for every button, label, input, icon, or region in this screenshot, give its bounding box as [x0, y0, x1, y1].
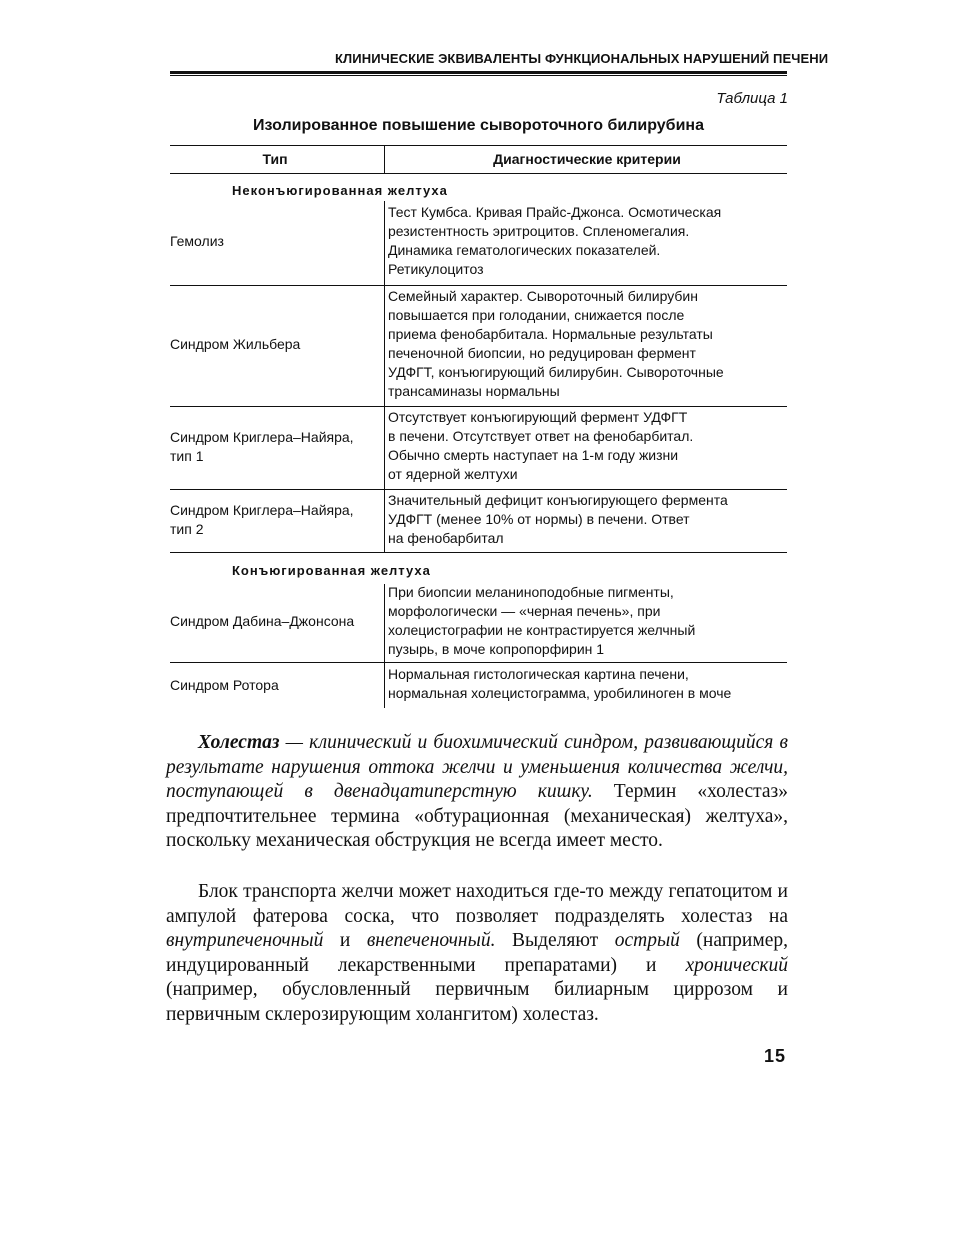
- criteria-line: повышается при голодании, снижается после: [388, 307, 685, 323]
- term-cholestasis: Холестаз: [198, 732, 280, 753]
- table-title: Изолированное повышение сывороточного билирубина: [253, 117, 704, 134]
- row-criteria: [388, 203, 786, 279]
- type-line: Синдром Криглера–Найяра,: [170, 502, 354, 518]
- criteria-line: в печени. Отсутствует ответ на фенобарбитал.: [388, 428, 694, 444]
- group-header-conjugated: Конъюгированная желтуха: [232, 563, 431, 578]
- emphasis-extrahepatic: внепеченочный.: [366, 930, 496, 951]
- table-label: Таблица 1: [716, 90, 788, 107]
- emphasis-chronic: хронический: [685, 954, 788, 976]
- table-top-rule: [170, 145, 787, 146]
- row-rule: [170, 285, 787, 286]
- criteria-line: Семейный характер. Сывороточный билирубин: [388, 288, 698, 304]
- criteria-line: от ядерной желтухи: [388, 466, 518, 482]
- row-type: Синдром Жильбера: [170, 336, 301, 352]
- criteria-line: Ретикулоцитоз: [388, 261, 484, 277]
- emphasis-acute: острый: [614, 930, 680, 951]
- criteria-line: печеночной биопсии, но редуцирован фермент: [388, 345, 696, 361]
- column-header-type: Тип: [262, 151, 288, 167]
- page-number: 15: [763, 1046, 786, 1066]
- criteria-line: Значительный дефицит конъюгирующего фермента: [388, 492, 728, 508]
- row-criteria: [388, 287, 786, 401]
- criteria-line: УДФГТ (менее 10% от нормы) в печени. Ответ: [388, 511, 690, 527]
- type-line: Синдром Криглера–Найяра,: [170, 429, 354, 445]
- row-criteria: [388, 408, 786, 484]
- paragraph-text: Блок транспорта желчи может находиться где-то между гепатоцитом и ампулой фатерова соска, что позволяет подразделять холестаз на: [166, 881, 788, 927]
- row-type: [170, 428, 380, 466]
- criteria-line: нормальная холецистограмма, уробилиноген в моче: [388, 685, 732, 701]
- row-criteria: [388, 491, 786, 548]
- row-type: Синдром Ротора: [170, 677, 279, 693]
- paragraph-text: Термин «холестаз» предпочтительнее термина «обтурационная (механическая) желтуха», поскольку механическая обструкция не всегда имеет место.: [166, 781, 789, 851]
- criteria-line: пузырь, в моче копропорфирин 1: [388, 641, 605, 657]
- emphasis-intrahepatic: внутрипеченочный: [166, 930, 324, 951]
- column-divider: [384, 201, 385, 552]
- type-line: тип 1: [170, 448, 204, 464]
- column-header-criteria: Диагностические критерии: [493, 151, 681, 167]
- row-type: [170, 501, 380, 539]
- paragraph-text: (например, индуцированный лекарственными препаратами) и: [166, 930, 788, 976]
- paragraph-cholestasis-definition: [166, 731, 788, 854]
- criteria-line: Нормальная гистологическая картина печени,: [388, 666, 689, 682]
- row-rule: [170, 552, 787, 553]
- row-type: Синдром Дабина–Джонсона: [170, 613, 355, 629]
- row-type: Гемолиз: [170, 233, 224, 249]
- group-header-unconjugated: Неконъюгированная желтуха: [232, 183, 448, 198]
- running-head-rule-thin: [170, 75, 787, 76]
- criteria-line: Тест Кумбса. Кривая Прайс-Джонса. Осмотическая: [388, 204, 722, 220]
- row-criteria: [388, 583, 786, 659]
- criteria-line: холецистографии не контрастируется желчный: [388, 622, 696, 638]
- criteria-line: резистентность эритроцитов. Спленомегалия.: [388, 223, 690, 239]
- column-divider: [384, 145, 385, 173]
- criteria-line: Отсутствует конъюгирующий фермент УДФГТ: [388, 409, 688, 425]
- paragraph-cholestasis-types: [166, 880, 788, 1027]
- criteria-line: Обычно смерть наступает на 1-м году жизни: [388, 447, 679, 463]
- criteria-line: трансаминазы нормальны: [388, 383, 560, 399]
- column-divider: [384, 584, 385, 708]
- running-head-rule: [170, 71, 787, 74]
- paragraph-text: Выделяют: [495, 930, 615, 951]
- criteria-line: на фенобарбитал: [388, 530, 504, 546]
- criteria-line: Динамика гематологических показателей.: [388, 242, 661, 258]
- paragraph-text: и: [323, 930, 367, 951]
- criteria-line: приема фенобарбитала. Нормальные результаты: [388, 326, 713, 342]
- row-rule: [170, 662, 787, 663]
- row-rule: [170, 406, 787, 407]
- header-bottom-rule: [170, 173, 787, 174]
- definition-text: — клинический и биохимический синдром, развивающийся в результате нарушения оттока желчи и уменьшения количества желчи, поступающей в двенадцатиперстную кишку.: [166, 732, 788, 802]
- criteria-line: морфологически — «черная печень», при: [388, 603, 661, 619]
- criteria-line: УДФГТ, конъюгирующий билирубин. Сывороточные: [388, 364, 724, 380]
- criteria-line: При биопсии меланиноподобные пигменты,: [388, 584, 674, 600]
- paragraph-text: (например, обусловленный первичным билиарным циррозом и первичным склерозирующим холангитом) холестаз.: [166, 979, 788, 1025]
- row-rule: [170, 489, 787, 490]
- running-head: КЛИНИЧЕСКИЕ ЭКВИВАЛЕНТЫ ФУНКЦИОНАЛЬНЫХ НАРУШЕНИЙ ПЕЧЕНИ: [335, 51, 829, 66]
- row-criteria: [388, 665, 786, 703]
- type-line: тип 2: [170, 521, 204, 537]
